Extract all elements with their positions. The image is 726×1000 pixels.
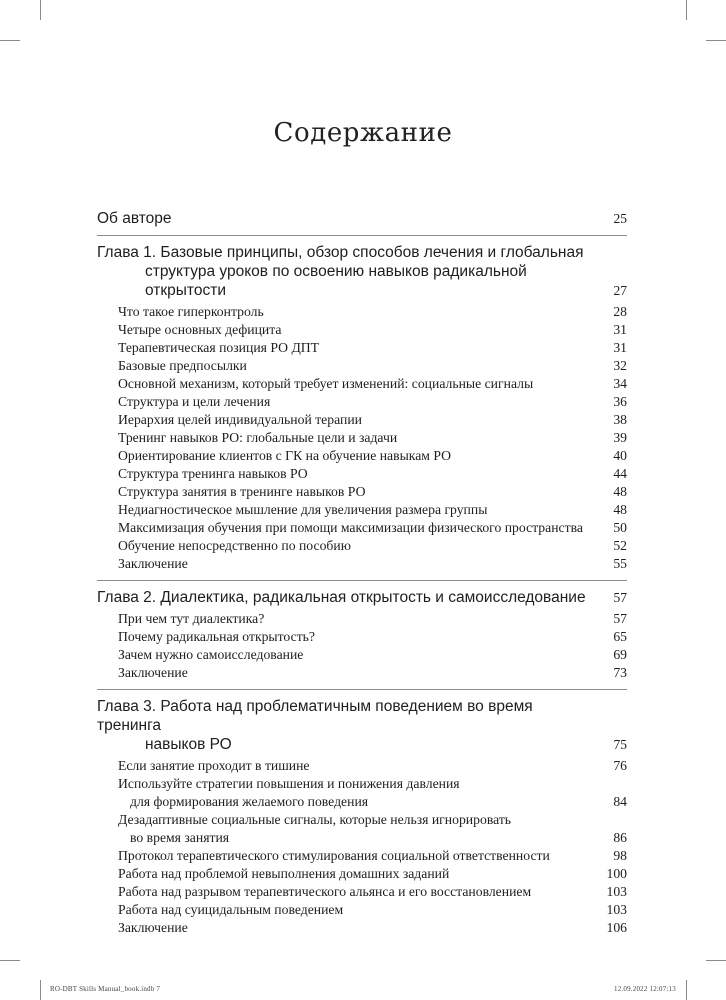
toc-entry[interactable] (97, 375, 627, 393)
toc-entry-list (97, 757, 627, 937)
toc-section[interactable] (97, 209, 627, 228)
crop-mark (40, 980, 41, 1000)
toc-entry[interactable] (97, 883, 627, 901)
toc-entry[interactable] (97, 757, 627, 775)
toc-entry[interactable] (97, 865, 627, 883)
section-page-number: 25 (613, 211, 627, 226)
entry-page-number: 100 (606, 866, 627, 881)
entry-page-number: 76 (613, 758, 627, 773)
entry-title-line: Ориентирование клиентов с ГК на обучение навыкам РО (118, 448, 452, 463)
entry-title-line: Работа над разрывом терапевтического альянса и его восстановлением (118, 884, 532, 899)
entry-title-line: Дезадаптивные социальные сигналы, которые нельзя игнорировать (118, 812, 512, 827)
toc-entry[interactable] (97, 321, 627, 339)
entry-title-line: Работа над проблемой невыполнения домашних заданий (118, 866, 450, 881)
entry-title-line: Используйте стратегии повышения и понижения давления (118, 776, 460, 791)
toc-entry[interactable] (97, 501, 627, 519)
toc-section[interactable] (97, 235, 627, 300)
section-page-number: 27 (613, 283, 627, 298)
entry-title-line: Заключение (118, 556, 188, 571)
toc-entry[interactable] (97, 339, 627, 357)
toc-entry[interactable] (97, 901, 627, 919)
entry-page-number: 103 (606, 884, 627, 899)
entry-page-number: 50 (613, 520, 627, 535)
entry-page-number: 57 (613, 611, 627, 626)
entry-title-line: Работа над суицидальным поведением (118, 902, 344, 917)
toc-entry[interactable] (97, 664, 627, 682)
crop-mark (40, 0, 41, 20)
entry-page-number: 69 (613, 647, 627, 662)
footer-file: RO-DBT Skills Manual_book.indb 7 (50, 985, 161, 993)
toc-entry[interactable] (97, 628, 627, 646)
section-title-line: навыков РО (145, 736, 232, 753)
entry-page-number: 73 (613, 665, 627, 680)
entry-title-line: Почему радикальная открытость? (118, 629, 315, 644)
toc-entry[interactable] (97, 519, 627, 537)
entry-page-number: 65 (613, 629, 627, 644)
crop-mark (706, 40, 726, 41)
entry-page-number: 48 (613, 484, 627, 499)
crop-mark (0, 40, 20, 41)
entry-page-number: 48 (613, 502, 627, 517)
entry-page-number: 38 (613, 412, 627, 427)
toc-entry[interactable] (97, 847, 627, 865)
toc-entry[interactable] (97, 303, 627, 321)
entry-title-line: Заключение (118, 920, 188, 935)
entry-page-number: 34 (613, 376, 627, 391)
entry-title-line: Зачем нужно самоисследование (118, 647, 304, 662)
entry-page-number: 32 (613, 358, 627, 373)
entry-title-line: Обучение непосредственно по пособию (118, 538, 351, 553)
entry-title-line: Базовые предпосылки (118, 358, 247, 373)
toc-entry-list (97, 610, 627, 682)
toc-entry[interactable] (97, 357, 627, 375)
entry-title-line: Что такое гиперконтроль (118, 304, 264, 319)
section-page-number: 75 (613, 737, 627, 752)
entry-page-number: 98 (613, 848, 627, 863)
toc-section[interactable] (97, 689, 627, 754)
entry-page-number: 44 (613, 466, 627, 481)
toc-entry[interactable] (97, 919, 627, 937)
toc-entry[interactable] (97, 465, 627, 483)
crop-mark (686, 0, 687, 20)
entry-page-number: 40 (613, 448, 627, 463)
entry-title-line: Недиагностическое мышление для увеличения размера группы (118, 502, 488, 517)
toc-entry[interactable] (97, 537, 627, 555)
toc-entry[interactable] (97, 447, 627, 465)
entry-title-line: во время занятия (130, 830, 230, 845)
section-title-line: Об авторе (97, 210, 172, 227)
toc-entry[interactable] (97, 393, 627, 411)
toc-entry[interactable] (97, 646, 627, 664)
crop-mark (706, 960, 726, 961)
entry-title-line: Тренинг навыков РО: глобальные цели и задачи (118, 430, 398, 445)
entry-page-number: 86 (613, 830, 627, 845)
page-title: Содержание (273, 118, 453, 148)
entry-page-number: 31 (613, 340, 627, 355)
toc-entry[interactable] (97, 483, 627, 501)
entry-title-line: Структура и цели лечения (118, 394, 271, 409)
entry-title-line: Заключение (118, 665, 188, 680)
toc-entry-list (97, 303, 627, 573)
toc-entry[interactable] (97, 411, 627, 429)
section-page-number: 57 (613, 590, 627, 605)
entry-title-line: Иерархия целей индивидуальной терапии (118, 412, 362, 427)
entry-page-number: 106 (606, 920, 627, 935)
toc-entry[interactable] (97, 610, 627, 628)
section-title-line: Глава 2. Диалектика, радикальная открытость и самоисследование (97, 589, 586, 606)
entry-page-number: 28 (613, 304, 627, 319)
footer-timestamp: 12.09.2022 12:07:13 (614, 985, 676, 993)
entry-page-number: 103 (606, 902, 627, 917)
entry-title-line: для формирования желаемого поведения (130, 794, 369, 809)
toc-entry[interactable] (97, 811, 627, 847)
entry-title-line: Четыре основных дефицита (118, 322, 282, 337)
entry-title-line: Протокол терапевтического стимулирования социальной ответственности (118, 848, 550, 863)
entry-title-line: Структура тренинга навыков РО (118, 466, 308, 481)
table-of-contents (97, 209, 627, 937)
entry-title-line: При чем тут диалектика? (118, 611, 265, 626)
section-title-line: открытости (145, 282, 226, 299)
entry-title-line: Терапевтическая позиция РО ДПТ (118, 340, 320, 355)
entry-page-number: 84 (613, 794, 627, 809)
section-title-line: структура уроков по освоению навыков радикальной (145, 263, 527, 280)
entry-page-number: 52 (613, 538, 627, 553)
entry-page-number: 31 (613, 322, 627, 337)
entry-title-line: Структура занятия в тренинге навыков РО (118, 484, 366, 499)
entry-page-number: 36 (613, 394, 627, 409)
section-title-line: Глава 1. Базовые принципы, обзор способов лечения и глобальная (97, 244, 584, 261)
crop-mark (686, 980, 687, 1000)
crop-mark (0, 960, 20, 961)
entry-page-number: 39 (613, 430, 627, 445)
entry-title-line: Максимизация обучения при помощи максимизации физического пространства (118, 520, 583, 535)
section-title-line: Глава 3. Работа над проблематичным поведением во время тренинга (97, 698, 533, 734)
toc-section[interactable] (97, 580, 627, 607)
entry-title-line: Если занятие проходит в тишине (118, 758, 310, 773)
entry-page-number: 55 (613, 556, 627, 571)
toc-entry[interactable] (97, 775, 627, 811)
toc-entry[interactable] (97, 429, 627, 447)
toc-entry[interactable] (97, 555, 627, 573)
entry-title-line: Основной механизм, который требует изменений: социальные сигналы (118, 376, 534, 391)
